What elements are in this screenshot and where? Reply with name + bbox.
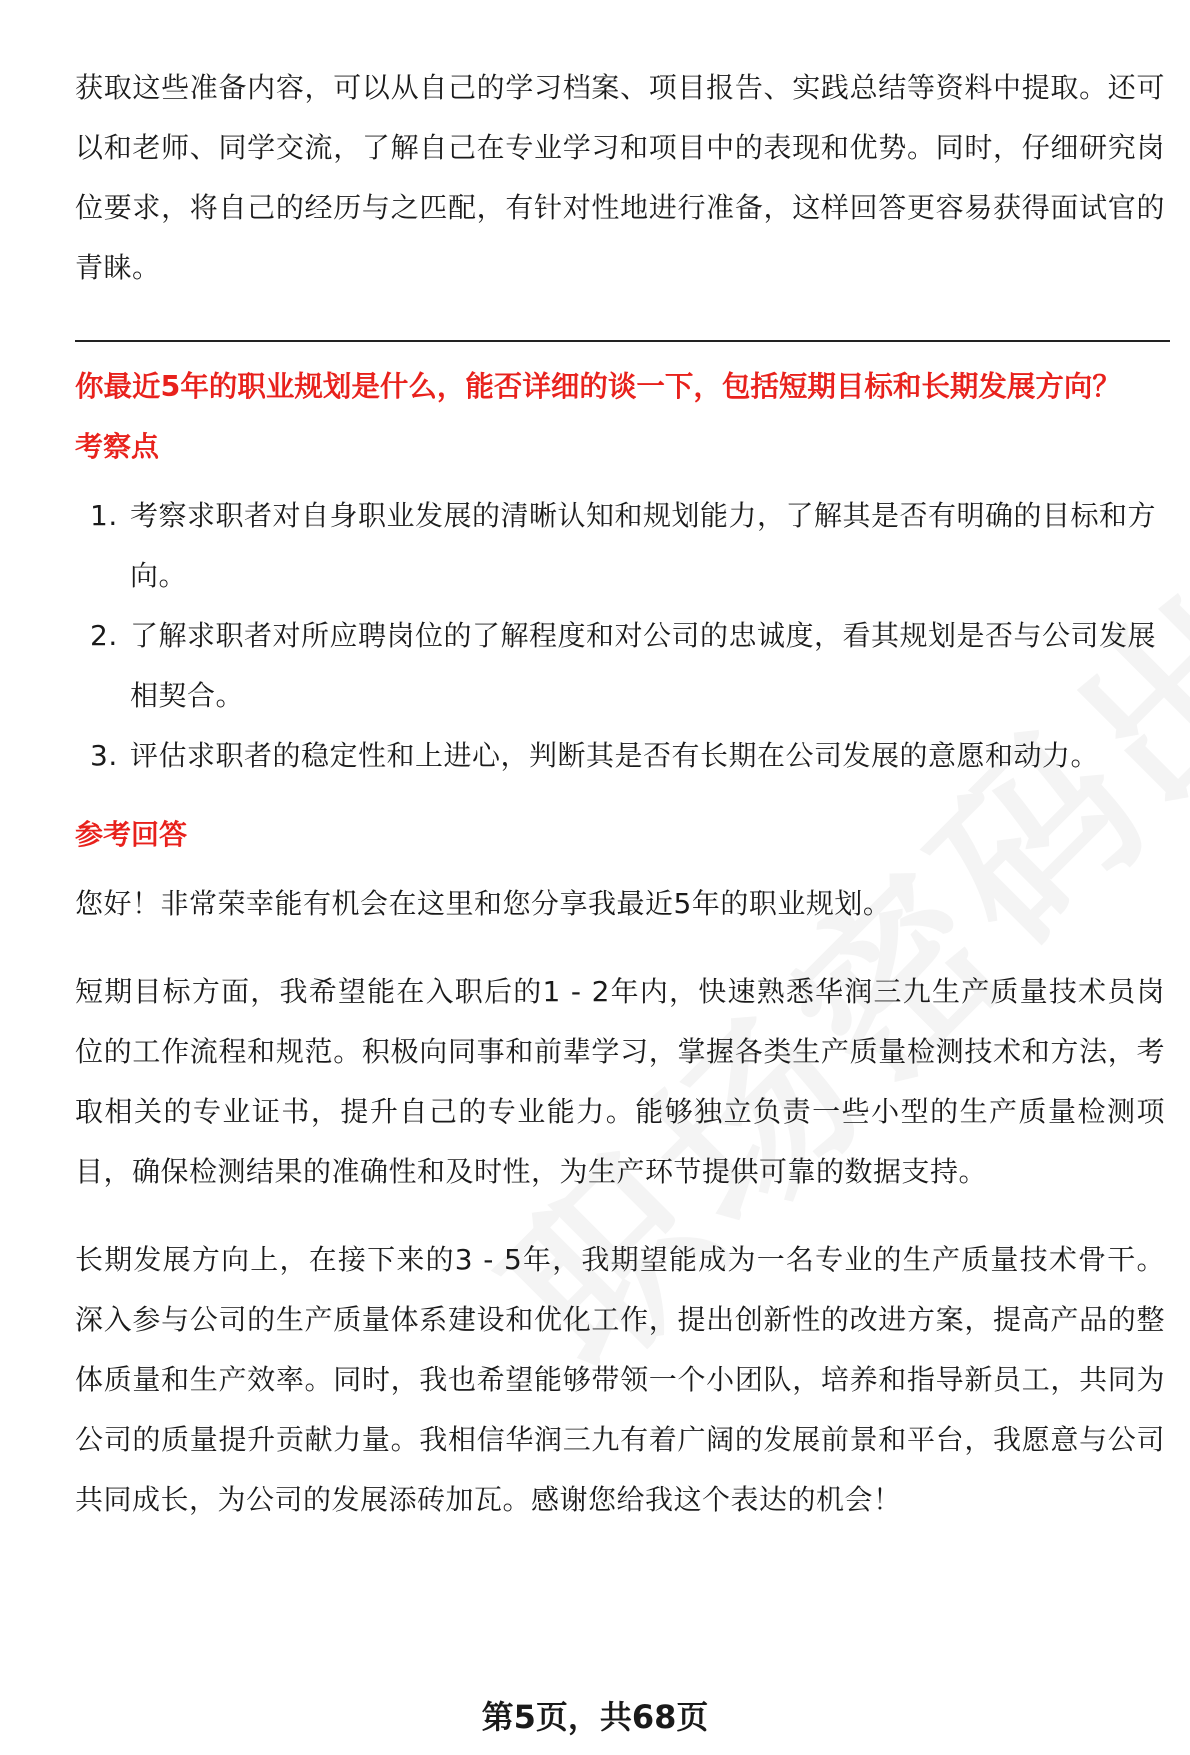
examine-point (75, 606, 1165, 726)
list-item-text: 考察求职者对自身职业发展的清晰认知和规划能力，了解其是否有明确的目标和方向。 (130, 499, 1157, 592)
list-number: 1. (90, 499, 118, 532)
examine-heading: 考察点 (75, 430, 160, 463)
examine-points-list (75, 486, 1165, 786)
section-divider (75, 340, 1170, 342)
answer-paragraph: 长期发展方向上，在接下来的3 - 5年，我期望能成为一名专业的生产质量技术骨干。深入参与公司的生产质量体系建设和优化工作，提出创新性的改进方案，提高产品的整体质量和生产效率。同时，我也希望能够带领一个小团队，培养和指导新员工，共同为公司的质量提升贡献力量。我相信华润三九有着广阔的发展前景和平台，我愿意与公司共同成长，为公司的发展添砖加瓦。感谢您给我这个表达的机会！ (75, 1243, 1165, 1516)
answer-paragraph: 您好！非常荣幸能有机会在这里和您分享我最近5年的职业规划。 (75, 887, 892, 920)
page-number: 第5页，共68页 (481, 1698, 709, 1736)
list-number: 3. (90, 739, 118, 772)
question-heading: 你最近5年的职业规划是什么，能否详细的谈一下，包括短期目标和长期发展方向？ (75, 370, 1121, 403)
page-content (75, 58, 1165, 1558)
examine-point (75, 726, 1165, 786)
examine-point (75, 486, 1165, 606)
list-number: 2. (90, 619, 118, 652)
list-item-text: 评估求职者的稳定性和上进心，判断其是否有长期在公司发展的意愿和动力。 (130, 739, 1100, 772)
intro-paragraph: 获取这些准备内容，可以从自己的学习档案、项目报告、实践总结等资料中提取。还可以和老师、同学交流，了解自己在专业学习和项目中的表现和优势。同时，仔细研究岗位要求，将自己的经历与之匹配，有针对性地进行准备，这样回答更容易获得面试官的青睐。 (75, 71, 1165, 284)
list-item-text: 了解求职者对所应聘岗位的了解程度和对公司的忠诚度，看其规划是否与公司发展相契合。 (130, 619, 1157, 712)
answer-heading: 参考回答 (75, 818, 188, 851)
answer-paragraph: 短期目标方面，我希望能在入职后的1 - 2年内，快速熟悉华润三九生产质量技术员岗位的工作流程和规范。积极向同事和前辈学习，掌握各类生产质量检测技术和方法，考取相关的专业证书，提升自己的专业能力。能够独立负责一些小型的生产质量检测项目，确保检测结果的准确性和及时性，为生产环节提供可靠的数据支持。 (75, 975, 1165, 1188)
